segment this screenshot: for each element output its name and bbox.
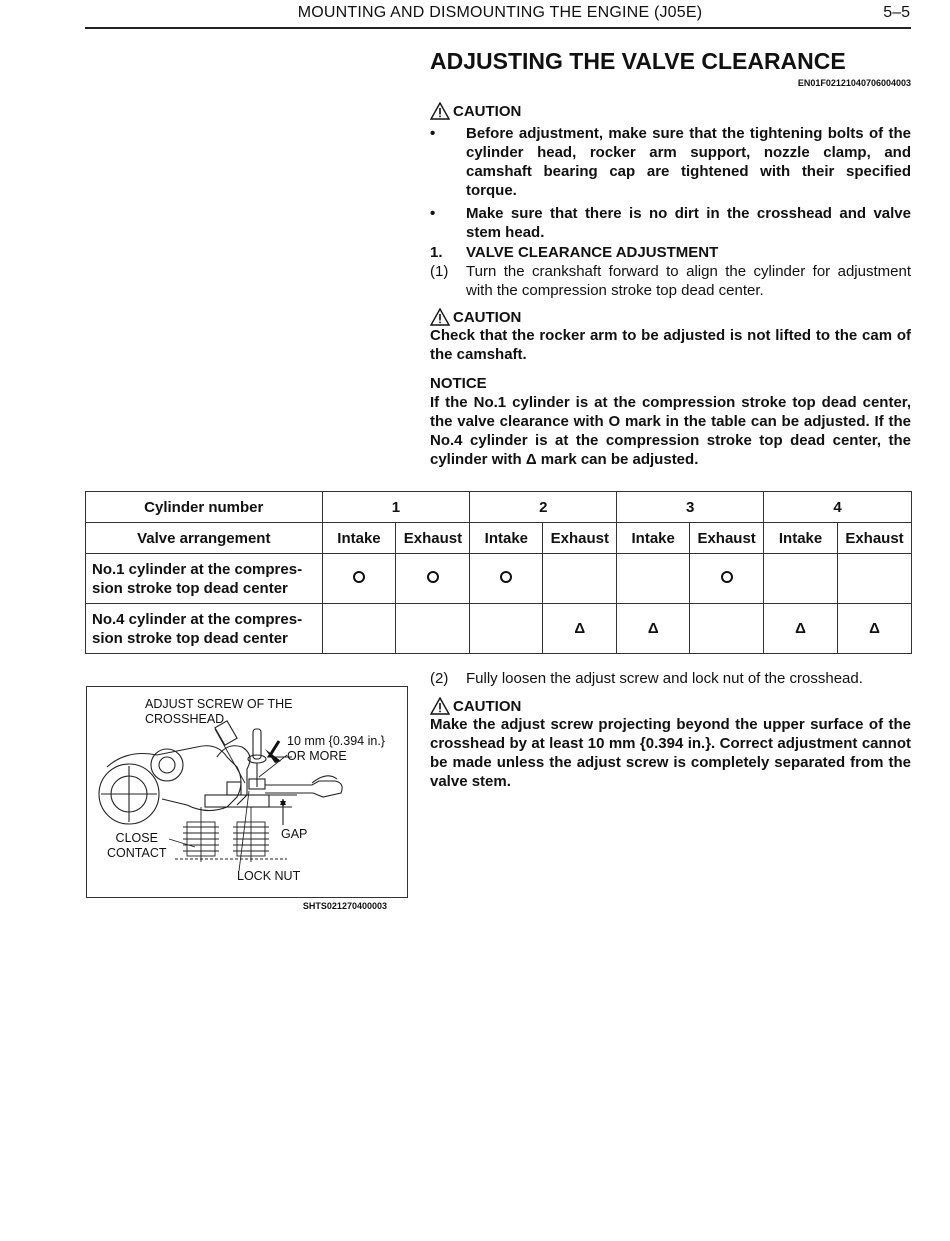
step-2 xyxy=(430,669,947,688)
caution-bullet xyxy=(430,204,911,242)
warning-triangle-icon xyxy=(430,308,450,326)
table-header-cell: Exhaust xyxy=(396,523,470,554)
table-header-cell: 2 xyxy=(470,492,617,523)
table-cell xyxy=(764,554,838,604)
table-cell xyxy=(396,554,470,604)
step-title: VALVE CLEARANCE ADJUSTMENT xyxy=(466,244,719,261)
table-header-row xyxy=(86,523,912,554)
figure-label-lock-nut: LOCK NUT xyxy=(237,869,301,883)
table-cell xyxy=(543,604,617,654)
table-row-label: No.1 cylinder at the compres-sion stroke top dead center xyxy=(86,554,323,604)
bullet-symbol: • xyxy=(430,125,436,142)
caution-label: CAUTION xyxy=(453,308,522,326)
sub-step-number: (1) xyxy=(430,263,449,280)
table-header-cell: Intake xyxy=(470,523,543,554)
caution-block-3 xyxy=(430,697,911,791)
running-header-title: MOUNTING AND DISMOUNTING THE ENGINE (J05E) xyxy=(297,4,703,21)
table-header-cell: Cylinder number xyxy=(86,492,323,523)
table-cell xyxy=(690,554,764,604)
table-header-cell: 1 xyxy=(322,492,470,523)
table-cell xyxy=(470,604,543,654)
circle-mark-icon xyxy=(500,571,512,583)
table-cell xyxy=(470,554,543,604)
circle-mark-icon xyxy=(353,571,365,583)
table-header-cell: 3 xyxy=(617,492,764,523)
triangle-mark: Δ xyxy=(647,620,659,637)
triangle-mark: Δ xyxy=(574,620,586,637)
table-header-cell: Intake xyxy=(322,523,396,554)
table-cell xyxy=(617,554,690,604)
bullet-text: Before adjustment, make sure that the tightening bolts of the cylinder head, rocker arm support, nozzle clamp, and camshaft bearing cap are tightened with their specified torque. xyxy=(466,125,911,199)
table-cell xyxy=(838,604,912,654)
table-header-cell: Exhaust xyxy=(838,523,912,554)
caution-text: Check that the rocker arm to be adjusted is not lifted to the cam of the camshaft. xyxy=(430,327,911,363)
table-header-row xyxy=(86,492,912,523)
table-cell xyxy=(838,554,912,604)
header-rule xyxy=(85,27,911,29)
valve-adjustment-table xyxy=(85,491,912,654)
crosshead-figure xyxy=(86,686,408,898)
figure-label-close-contact: CLOSE CONTACT xyxy=(107,831,167,860)
figure-code: SHTS021270400003 xyxy=(302,901,387,911)
figure-label-gap: GAP xyxy=(281,827,308,841)
triangle-mark: Δ xyxy=(869,620,880,637)
table-cell xyxy=(690,604,764,654)
figure-label-dimension: 10 mm {0.394 in.} OR MORE xyxy=(287,734,385,763)
caution-label: CAUTION xyxy=(453,697,522,715)
page-number: 5–5 xyxy=(883,4,910,21)
document-code: EN01F02121040706004003 xyxy=(797,78,911,88)
sub-step-text: Turn the crankshaft forward to align the cylinder for adjustment with the compression stroke top dead center. xyxy=(466,263,911,299)
table-header-cell: Intake xyxy=(617,523,690,554)
sub-step-number: (2) xyxy=(430,670,449,687)
caution-block-1 xyxy=(430,102,911,242)
caution-bullet xyxy=(430,124,911,200)
notice-block xyxy=(430,374,911,469)
table-header-cell: Valve arrangement xyxy=(86,523,323,554)
sub-step-text: Fully loosen the adjust screw and lock nut of the crosshead. xyxy=(466,670,863,687)
table-header-cell: 4 xyxy=(764,492,912,523)
table-cell xyxy=(543,554,617,604)
step-1 xyxy=(430,243,911,300)
table-header-cell: Intake xyxy=(764,523,838,554)
notice-label: NOTICE xyxy=(430,375,487,392)
caution-label: CAUTION xyxy=(453,102,522,120)
step-number: 1. xyxy=(430,244,443,261)
circle-mark-icon xyxy=(721,571,733,583)
warning-triangle-icon xyxy=(430,102,450,120)
bullet-text: Make sure that there is no dirt in the crosshead and valve stem head. xyxy=(466,205,911,241)
caution-block-2 xyxy=(430,308,911,364)
table-row-label: No.4 cylinder at the compres-sion stroke top dead center xyxy=(86,604,323,654)
section-title: ADJUSTING THE VALVE CLEARANCE xyxy=(430,48,846,74)
table-cell xyxy=(764,604,838,654)
figure-label-adjust-screw: ADJUST SCREW OF THE CROSSHEAD xyxy=(145,697,293,726)
circle-mark-icon xyxy=(427,571,439,583)
caution-text: Make the adjust screw projecting beyond the upper surface of the crosshead by at least 10 mm {0.394 in.}. Correct adjustment cannot be made unless the adjust screw is completely separated from the valve stem. xyxy=(430,716,911,790)
warning-triangle-icon xyxy=(430,697,450,715)
table-cell xyxy=(322,604,396,654)
table-cell xyxy=(322,554,396,604)
step-1-heading xyxy=(430,243,911,262)
table-row xyxy=(86,604,912,654)
table-row xyxy=(86,554,912,604)
triangle-mark: Δ xyxy=(795,620,806,637)
table-header-cell: Exhaust xyxy=(543,523,617,554)
table-cell xyxy=(396,604,470,654)
table-cell xyxy=(617,604,690,654)
bullet-symbol: • xyxy=(430,205,436,222)
step-1-sub-1 xyxy=(430,262,911,300)
table-header-cell: Exhaust xyxy=(690,523,764,554)
notice-text: If the No.1 cylinder is at the compression stroke top dead center, the valve clearance with O mark in the table can be adjusted. If the No.4 cylinder is at the compression stroke top dead center, the cylinder with Δ mark can be adjusted. xyxy=(430,394,911,468)
